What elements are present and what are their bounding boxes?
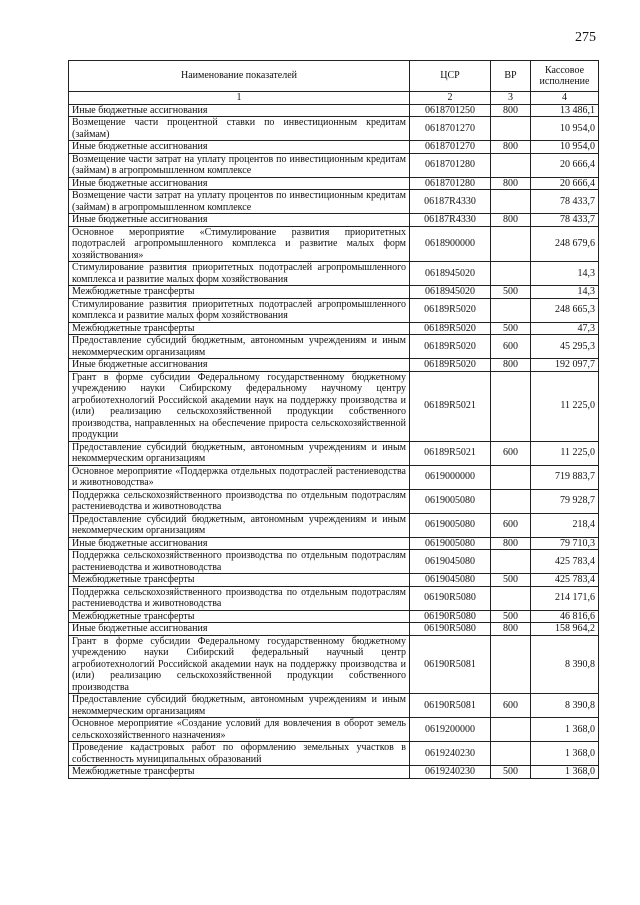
row-code: 0618701250	[410, 104, 491, 117]
row-code: 0619005080	[410, 513, 491, 537]
row-name: Основное мероприятие «Создание условий для вовлечения в оборот земель сельскохозяйственного назначения»	[69, 718, 410, 742]
row-amount: 14,3	[531, 286, 599, 299]
row-name: Основное мероприятие «Поддержка отдельных подотраслей растениеводства и животноводства»	[69, 465, 410, 489]
row-code: 06189R5021	[410, 441, 491, 465]
row-name: Грант в форме субсидии Федеральному государственному бюджетному учреждению науки Сибирский федеральный научный центр агробиотехнологий Российской академии наук на поддержку производства и (или) реализацию сельскохозяйственной продукции собственного производства	[69, 635, 410, 694]
row-vr: 600	[491, 513, 531, 537]
header-vr: ВР	[491, 61, 531, 92]
row-vr	[491, 371, 531, 441]
row-code: 06190R5081	[410, 694, 491, 718]
column-number: 3	[491, 92, 531, 105]
row-name: Иные бюджетные ассигнования	[69, 359, 410, 372]
table-row	[69, 766, 599, 779]
row-code: 0618701270	[410, 141, 491, 154]
row-name: Поддержка сельскохозяйственного производства по отдельным подотраслям растениеводства и животноводства	[69, 550, 410, 574]
row-vr: 500	[491, 610, 531, 623]
row-name: Предоставление субсидий бюджетным, автономным учреждениям и иным некоммерческим организациям	[69, 441, 410, 465]
header-csr: ЦСР	[410, 61, 491, 92]
row-name: Межбюджетные трансферты	[69, 322, 410, 335]
row-amount: 719 883,7	[531, 465, 599, 489]
table-row	[69, 574, 599, 587]
row-vr	[491, 550, 531, 574]
header-name: Наименование показателей	[69, 61, 410, 92]
row-amount: 14,3	[531, 262, 599, 286]
table-header-row	[69, 61, 599, 92]
table-row	[69, 262, 599, 286]
row-code: 06189R5020	[410, 335, 491, 359]
row-amount: 248 679,6	[531, 226, 599, 262]
row-vr	[491, 742, 531, 766]
row-code: 06190R5081	[410, 635, 491, 694]
table-body	[69, 104, 599, 778]
row-amount: 78 433,7	[531, 190, 599, 214]
row-vr: 600	[491, 694, 531, 718]
row-vr: 500	[491, 766, 531, 779]
row-vr: 600	[491, 441, 531, 465]
row-name: Иные бюджетные ассигнования	[69, 141, 410, 154]
table-row	[69, 117, 599, 141]
table-row	[69, 537, 599, 550]
row-vr: 500	[491, 574, 531, 587]
row-amount: 47,3	[531, 322, 599, 335]
table-row	[69, 371, 599, 441]
table-row	[69, 286, 599, 299]
header-amount: Кассовое исполнение	[531, 61, 599, 92]
row-vr: 800	[491, 537, 531, 550]
table-row	[69, 153, 599, 177]
row-name: Иные бюджетные ассигнования	[69, 104, 410, 117]
row-code: 06190R5080	[410, 586, 491, 610]
row-name: Межбюджетные трансферты	[69, 766, 410, 779]
row-code: 0618945020	[410, 262, 491, 286]
page-number: 275	[575, 30, 596, 45]
row-amount: 45 295,3	[531, 335, 599, 359]
table-row	[69, 190, 599, 214]
row-name: Межбюджетные трансферты	[69, 286, 410, 299]
row-vr: 800	[491, 141, 531, 154]
row-vr	[491, 718, 531, 742]
row-code: 0619045080	[410, 550, 491, 574]
row-vr: 800	[491, 177, 531, 190]
row-code: 0619005080	[410, 537, 491, 550]
row-amount: 1 368,0	[531, 766, 599, 779]
row-amount: 46 816,6	[531, 610, 599, 623]
table-row	[69, 586, 599, 610]
row-vr: 600	[491, 335, 531, 359]
table-row	[69, 226, 599, 262]
row-code: 06187R4330	[410, 190, 491, 214]
row-name: Иные бюджетные ассигнования	[69, 177, 410, 190]
table-row	[69, 214, 599, 227]
row-amount: 218,4	[531, 513, 599, 537]
row-code: 0619240230	[410, 766, 491, 779]
row-code: 0618945020	[410, 286, 491, 299]
row-amount: 248 665,3	[531, 298, 599, 322]
row-amount: 10 954,0	[531, 117, 599, 141]
row-vr	[491, 226, 531, 262]
row-name: Иные бюджетные ассигнования	[69, 623, 410, 636]
row-amount: 158 964,2	[531, 623, 599, 636]
table-row	[69, 441, 599, 465]
row-name: Грант в форме субсидии Федеральному государственному бюджетному учреждению науки Сибирскому федеральному научному центру агробиотехнологий Российской академии наук на поддержку производства и (или) реализацию сельскохозяйственной продукции собственного производства, направленных на обеспечение прироста сельскохозяйственной продукции	[69, 371, 410, 441]
row-code: 0618900000	[410, 226, 491, 262]
row-name: Поддержка сельскохозяйственного производства по отдельным подотраслям растениеводства и животноводства	[69, 586, 410, 610]
row-amount: 1 368,0	[531, 718, 599, 742]
row-code: 0619045080	[410, 574, 491, 587]
row-vr: 800	[491, 623, 531, 636]
row-name: Предоставление субсидий бюджетным, автономным учреждениям и иным некоммерческим организациям	[69, 335, 410, 359]
row-code: 0619000000	[410, 465, 491, 489]
table-row	[69, 141, 599, 154]
row-amount: 20 666,4	[531, 153, 599, 177]
table-row	[69, 104, 599, 117]
row-vr	[491, 262, 531, 286]
row-name: Предоставление субсидий бюджетным, автономным учреждениям и иным некоммерческим организациям	[69, 513, 410, 537]
row-code: 06189R5020	[410, 298, 491, 322]
table-row	[69, 742, 599, 766]
row-amount: 11 225,0	[531, 441, 599, 465]
row-amount: 78 433,7	[531, 214, 599, 227]
row-code: 0618701270	[410, 117, 491, 141]
row-vr	[491, 153, 531, 177]
row-vr: 800	[491, 104, 531, 117]
table-row	[69, 513, 599, 537]
column-number: 1	[69, 92, 410, 105]
row-name: Стимулирование развития приоритетных подотраслей агропромышленного комплекса и развитие малых форм хозяйствования	[69, 262, 410, 286]
row-name: Возмещение части затрат на уплату процентов по инвестиционным кредитам (займам) в агропромышленном комплексе	[69, 190, 410, 214]
row-name: Иные бюджетные ассигнования	[69, 214, 410, 227]
row-code: 06189R5021	[410, 371, 491, 441]
row-vr	[491, 117, 531, 141]
table-row	[69, 550, 599, 574]
row-amount: 425 783,4	[531, 550, 599, 574]
row-amount: 192 097,7	[531, 359, 599, 372]
row-amount: 8 390,8	[531, 694, 599, 718]
row-code: 0619240230	[410, 742, 491, 766]
column-number-row	[69, 92, 599, 105]
row-name: Стимулирование развития приоритетных подотраслей агропромышленного комплекса и развитие малых форм хозяйствования	[69, 298, 410, 322]
row-name: Иные бюджетные ассигнования	[69, 537, 410, 550]
row-amount: 20 666,4	[531, 177, 599, 190]
table-row	[69, 322, 599, 335]
row-code: 06190R5080	[410, 623, 491, 636]
budget-execution-table	[68, 60, 599, 779]
row-amount: 425 783,4	[531, 574, 599, 587]
row-vr	[491, 465, 531, 489]
row-vr: 800	[491, 359, 531, 372]
row-amount: 1 368,0	[531, 742, 599, 766]
table-row	[69, 177, 599, 190]
row-code: 0619005080	[410, 489, 491, 513]
row-amount: 8 390,8	[531, 635, 599, 694]
row-name: Поддержка сельскохозяйственного производства по отдельным подотраслям растениеводства и животноводства	[69, 489, 410, 513]
row-vr: 800	[491, 214, 531, 227]
row-name: Проведение кадастровых работ по оформлению земельных участков в собственность муниципальных образований	[69, 742, 410, 766]
row-vr: 500	[491, 286, 531, 299]
table-row	[69, 335, 599, 359]
row-amount: 214 171,6	[531, 586, 599, 610]
row-name: Предоставление субсидий бюджетным, автономным учреждениям и иным некоммерческим организациям	[69, 694, 410, 718]
row-code: 0618701280	[410, 153, 491, 177]
row-code: 06189R5020	[410, 322, 491, 335]
row-name: Межбюджетные трансферты	[69, 574, 410, 587]
row-name: Возмещение части процентной ставки по инвестиционным кредитам (займам)	[69, 117, 410, 141]
table-row	[69, 694, 599, 718]
row-vr: 500	[491, 322, 531, 335]
table-row	[69, 359, 599, 372]
column-number: 2	[410, 92, 491, 105]
table-row	[69, 718, 599, 742]
row-name: Основное мероприятие «Стимулирование развития приоритетных подотраслей агропромышленного комплекса и развитие малых форм хозяйствования»	[69, 226, 410, 262]
row-code: 0618701280	[410, 177, 491, 190]
row-vr	[491, 190, 531, 214]
row-amount: 13 486,1	[531, 104, 599, 117]
table-row	[69, 623, 599, 636]
row-vr	[491, 586, 531, 610]
row-amount: 11 225,0	[531, 371, 599, 441]
row-amount: 10 954,0	[531, 141, 599, 154]
row-vr	[491, 635, 531, 694]
table-row	[69, 635, 599, 694]
table-row	[69, 298, 599, 322]
row-code: 0619200000	[410, 718, 491, 742]
table-row	[69, 610, 599, 623]
table-row	[69, 489, 599, 513]
row-code: 06189R5020	[410, 359, 491, 372]
row-code: 06190R5080	[410, 610, 491, 623]
column-number: 4	[531, 92, 599, 105]
row-name: Возмещение части затрат на уплату процентов по инвестиционным кредитам (займам) в агропромышленном комплексе	[69, 153, 410, 177]
row-vr	[491, 489, 531, 513]
row-amount: 79 928,7	[531, 489, 599, 513]
row-vr	[491, 298, 531, 322]
row-name: Межбюджетные трансферты	[69, 610, 410, 623]
row-code: 06187R4330	[410, 214, 491, 227]
row-amount: 79 710,3	[531, 537, 599, 550]
table-row	[69, 465, 599, 489]
